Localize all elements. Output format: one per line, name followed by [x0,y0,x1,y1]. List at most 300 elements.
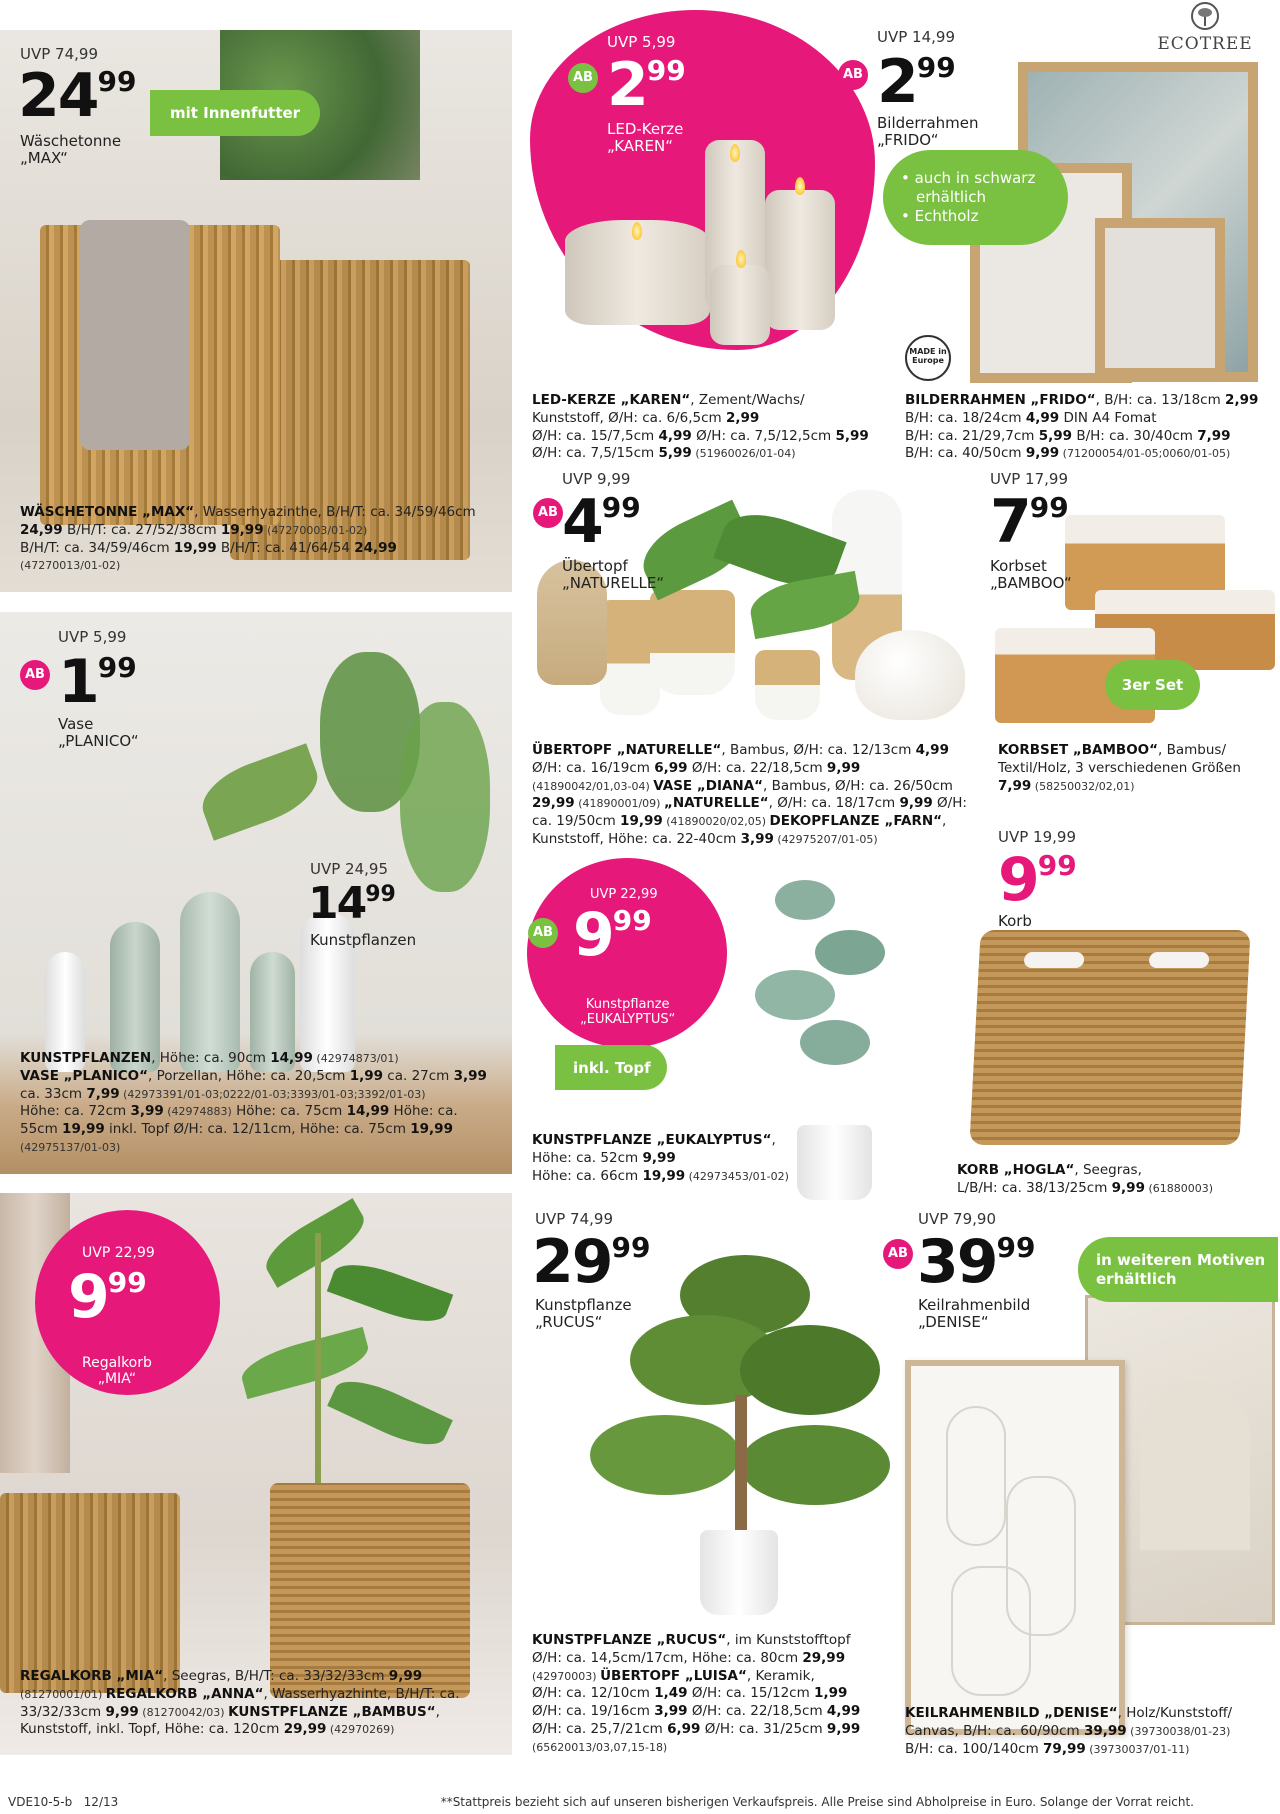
name-line1: Wäschetonne [20,132,122,150]
desc-bold: 4,99 [915,742,949,758]
price-main: 24 [18,61,98,131]
hogla-uvp: UVP 19,99 [998,828,1076,846]
price-cents: 99 [1029,491,1069,524]
desc-bold: 4,99 [658,427,692,444]
desc-line [957,1162,1213,1180]
rucus-uvp: UVP 74,99 [535,1210,613,1228]
price-cents: 99 [611,1231,651,1264]
name-line2: „BAMBOO“ [990,574,1072,593]
footer-disclaimer: **Stattpreis bezieht sich auf unseren bisherigen Verkaufspreis. Alle Preise sind Abholpreise in Euro. Solange der Vorrat reicht. [440,1795,1194,1809]
article-number: (42970003) [532,1669,601,1683]
kunstpflanzen-uvp: UVP 24,95 [310,860,388,878]
desc-bold: KUNSTPFLANZE „BAMBUS“ [228,1703,436,1720]
desc-text: B/H: ca. 18/24cm [905,409,1026,426]
korbset-uvp: UVP 17,99 [990,470,1068,488]
eukalyptus-leaf-image [815,930,885,975]
hanging-plant-image [400,702,490,892]
eukalyptus-pot-image [797,1125,872,1200]
desc-bold: 7,99 [86,1085,120,1102]
desc-line [20,1068,487,1086]
article-number: (42975207/01-05) [773,833,878,847]
desc-line [20,1050,487,1068]
desc-text: Ø/H: ca. 15/7,5cm [532,427,659,444]
article-number: (65620013/03,07,15-18) [532,1740,668,1754]
price-cents: 99 [601,491,641,524]
desc-text: , Seegras, [1074,1162,1142,1178]
desc-line [532,1668,860,1686]
desc-text: Ø/H: ca. 7,5/12,5cm [691,427,836,444]
desc-line [20,1686,460,1704]
desc-bold: 9,99 [1025,445,1060,462]
desc-line [532,1150,789,1168]
bamboo-leaf-image [327,1370,453,1457]
vase-ab-badge: AB [20,660,50,690]
desc-line [532,778,967,796]
desc-line [905,428,1258,446]
innenfutter-badge: mit Innenfutter [150,90,320,136]
bamboo-leaf-image [327,1254,453,1333]
desc-bold: 39,99 [1083,1722,1127,1739]
eukalyptus-leaf-image [800,1020,870,1065]
name-line2: „PLANICO“ [58,732,139,751]
uebertopf-name [562,558,664,593]
regalkorb-name [82,1355,152,1387]
desc-bold: 3,99 [453,1067,487,1084]
desc-line [20,1139,487,1157]
towel-image [80,220,190,450]
desc-line [905,410,1258,428]
desc-text: 55cm [20,1121,63,1138]
desc-bold: 19,99 [410,1121,453,1138]
desc-bold: 4,99 [1025,409,1060,426]
vase-name [58,716,139,751]
badge-line: • Echtholz [901,206,979,225]
name-line2: „FRIDO“ [877,131,939,150]
price-main: 9 [68,1262,108,1332]
made-in-europe-stamp: MADE in Europe [905,335,951,381]
footer-code-text: VDE10-5-b [8,1795,73,1809]
rucus-description [532,1632,860,1757]
desc-bold: 5,99 [835,427,869,444]
article-number: (42974883) [163,1105,232,1119]
hogla-basket-image [969,930,1250,1145]
regalkorb-uvp: UVP 22,99 [82,1245,155,1261]
desc-text: , Ø/H: ca. 18/17cm [768,795,900,812]
desc-bold: BILDERRAHMEN „FRIDO“ [905,392,1096,408]
eukalyptus-plant-image [755,860,885,1120]
desc-text: B/H: ca. 100/140cm [905,1740,1044,1757]
desc-text: Ø/H: ca. 25,7/21cm [532,1721,668,1738]
desc-text: , Bambus, Ø/H: ca. 12/13cm [721,742,916,758]
article-number: (81270042/03) [138,1705,229,1719]
desc-bold: 9,99 [826,759,861,776]
bilderrahmen-badge [883,150,1068,245]
desc-text: , B/H: ca. 13/18cm [1095,392,1226,408]
desc-line [532,813,967,831]
name-line2: „MAX“ [20,149,68,168]
denise-uvp: UVP 79,90 [918,1210,996,1228]
rucus-leaf-image [740,1425,890,1505]
desc-bold: 6,99 [667,1721,701,1738]
desc-bold: WÄSCHETONNE „MAX“ [20,504,195,520]
vase-uvp: UVP 5,99 [58,628,127,646]
desc-bold: KUNSTPFLANZEN [20,1050,152,1066]
article-number: (39730038/01-23) [1126,1724,1231,1738]
candle-mid-image [765,190,835,330]
desc-line [998,742,1241,760]
desc-line [905,1741,1232,1759]
desc-bold: 3,99 [740,831,774,848]
uebertopf-ab-badge: AB [533,498,563,528]
desc-bold: 7,99 [998,777,1032,794]
desc-bold: 9,99 [1111,1179,1145,1196]
ledkerze-ab-badge: AB [568,63,598,93]
desc-text: Ø/H: [932,795,967,812]
desc-line [532,392,869,410]
price-main: 1 [58,647,98,717]
branch-leaf-image [193,743,326,840]
desc-bold: VASE „PLANICO“ [20,1067,149,1084]
desc-text: , [942,813,947,830]
frame-small-image [1095,218,1225,378]
desc-text: B/H: ca. 21/29,7cm [905,427,1039,444]
desc-line [532,1650,860,1668]
eukalyptus-description [532,1132,789,1185]
desc-text: Höhe: ca. 75cm [231,1103,347,1120]
desc-bold: 19,99 [620,813,663,830]
uebertopf-price [562,487,641,557]
candle-flame-icon [730,144,740,162]
denise-price [917,1227,1036,1297]
eukalyptus-leaf-image [775,880,835,920]
desc-text: Canvas, B/H: ca. 60/90cm [905,1722,1084,1739]
desc-text: , im Kunststofftopf [726,1632,851,1648]
desc-bold: 2,99 [726,409,760,426]
eukalyptus-ab-badge: AB [528,918,558,948]
desc-bold: 19,99 [173,539,217,556]
price-main: 7 [990,487,1030,557]
desc-bold: 6,99 [654,759,688,776]
denise-ab-badge: AB [883,1239,913,1269]
candle-flame-icon [795,177,805,195]
price-main: 39 [917,1227,997,1297]
desc-bold: KUNSTPFLANZE „RUCUS“ [532,1632,727,1648]
canvas-line-art [951,1566,1031,1696]
desc-text: Ø/H: ca. 15/12cm [687,1685,815,1702]
denise-badge [1078,1237,1278,1302]
desc-bold: 4,99 [826,1703,861,1720]
desc-text: , Höhe: ca. 90cm [151,1050,271,1066]
price-main: 9 [573,900,613,970]
price-main: 2 [877,47,917,117]
regalkorb-description [20,1668,460,1739]
desc-line [20,504,476,522]
name-line1: Kunstpflanze [585,997,670,1012]
article-number: (39730037/01-11) [1085,1742,1190,1756]
uebertopf-description [532,742,967,849]
article-number: (42973391/01-03;0222/01-03;3393/01-03;3392/01-03) [119,1087,426,1101]
price-cents: 99 [1037,849,1077,882]
desc-bold: 1,49 [654,1685,688,1702]
eukalyptus-uvp: UVP 22,99 [590,887,658,902]
name-line1: Kunstpflanze [535,1296,632,1314]
desc-line [20,1668,460,1686]
desc-bold: 29,99 [532,795,575,812]
desc-bold: 14,99 [270,1050,313,1066]
desc-line [532,1168,789,1186]
name-line1: LED-Kerze [607,120,684,138]
inkl-topf-badge: inkl. Topf [555,1045,667,1090]
ledkerze-price [607,50,686,120]
desc-line [905,445,1258,463]
desc-line [532,831,967,849]
desc-line [905,1723,1232,1741]
desc-text: Höhe: ca. 66cm [532,1167,643,1184]
korbset-price [990,487,1069,557]
name-line1: Korb [998,912,1032,930]
price-cents: 99 [646,54,686,87]
desc-line [20,522,476,540]
bilderrahmen-price [877,47,956,117]
desc-bold: 3,99 [130,1103,164,1120]
desc-text: Ø/H: ca. 22/18,5cm [687,759,827,776]
desc-text: Höhe: ca. 52cm [532,1149,643,1166]
vase-sage-image [180,892,240,1072]
desc-line [998,778,1241,796]
desc-bold: REGALKORB „ANNA“ [105,1685,264,1702]
waeschetonne-price [18,61,137,131]
desc-line [20,1086,487,1104]
desc-line [905,1705,1232,1723]
price-cents: 99 [996,1231,1036,1264]
rucus-trunk-image [735,1395,747,1545]
candle-flame-icon [736,250,746,268]
ledkerze-description [532,392,869,463]
article-number: (47270013/01-02) [20,559,121,573]
bilderrahmen-name [877,115,979,150]
desc-text: inkl. Topf Ø/H: ca. 12/11cm, Höhe: ca. 75cm [104,1121,411,1138]
desc-text: , Zement/Wachs/ [690,392,805,408]
tree-logo-icon [1191,2,1219,30]
rucus-plant-image [590,1245,890,1545]
desc-text: Ø/H: ca. 19/16cm [532,1703,655,1720]
desc-line [532,742,967,760]
pot-right-image [755,650,820,720]
desc-bold: 14,99 [346,1103,390,1120]
kunstpflanzen-name: Kunstpflanzen [310,931,417,949]
desc-text: Ø/H: ca. 22/18,5cm [687,1703,827,1720]
desc-line [20,1121,487,1139]
set-badge: 3er Set [1105,660,1200,710]
waeschetonne-description [20,504,476,575]
eukalyptus-price [573,900,652,970]
price-main: 29 [532,1227,612,1297]
desc-line [532,428,869,446]
canvas-line-art [946,1406,1006,1546]
desc-line [532,760,967,778]
desc-bold: 9,99 [642,1149,676,1166]
desc-bold: 7,99 [1197,427,1231,444]
desc-bold: 24,99 [20,521,63,538]
desc-bold: 29,99 [802,1649,846,1666]
name-line2: „KAREN“ [607,137,673,156]
ecotree-logo [1150,2,1260,54]
desc-line [532,1685,860,1703]
rucus-leaf-image [590,1415,740,1495]
desc-bold: VASE „DIANA“ [653,777,764,794]
desc-line [20,557,476,575]
desc-text: B/H/T: ca. 34/59/46cm [20,539,174,556]
desc-text: , Holz/Kunststoff/ [1117,1705,1233,1721]
price-cents: 99 [107,1266,147,1299]
korbset-name [990,558,1072,593]
hogla-description [957,1162,1213,1198]
desc-text: , Wasserhyazhinte, B/H/T: ca. [263,1685,460,1702]
desc-line [957,1180,1213,1198]
article-number: (42975137/01-03) [20,1141,121,1155]
name-line2: „NATURELLE“ [562,574,665,593]
desc-bold: 5,99 [1038,427,1073,444]
brand-name: ECOTREE [1157,34,1253,54]
desc-line [20,1103,487,1121]
desc-text: Ø/H: ca. 16/19cm [532,759,655,776]
desc-text: B/H/T: ca. 41/64/54 [216,539,355,556]
desc-bold: KUNSTPFLANZE „EUKALYPTUS“ [532,1132,772,1148]
desc-bold: 9,99 [105,1703,139,1720]
desc-bold: 19,99 [62,1121,105,1138]
article-number: (41890001/09) [574,797,664,811]
desc-text: Ø/H: ca. 12/10cm [532,1685,655,1702]
waeschetonne-uvp: UVP 74,99 [20,45,98,63]
desc-text: Kunststoff, Höhe: ca. 22-40cm [532,831,741,848]
desc-text: DIN A4 Fomat [1059,409,1157,426]
article-number: (41890020/02,05) [662,815,770,829]
desc-line [998,760,1241,778]
desc-text: Höhe: ca. 72cm [20,1103,131,1120]
article-number: (47270003/01-02) [263,523,368,537]
desc-bold: 19,99 [642,1167,686,1184]
regalkorb-mia-image [0,1493,180,1693]
desc-bold: 3,99 [654,1703,688,1720]
article-number: (42974873/01) [312,1052,399,1065]
article-number: (42970269) [326,1723,395,1737]
korbset-description [998,742,1241,795]
bilderrahmen-uvp: UVP 14,99 [877,28,955,46]
desc-line [532,1632,860,1650]
denise-name [918,1297,1030,1332]
pot-mid-image [650,590,735,695]
regalkorb-anna-image [270,1483,470,1698]
desc-line [20,540,476,558]
vase-price [58,647,137,717]
desc-bold: 9,99 [826,1721,861,1738]
regalkorb-price [68,1262,147,1332]
desc-line [20,1704,460,1722]
name-line1: Vase [58,715,94,733]
badge-line: in weiteren Motiven [1096,1250,1266,1269]
desc-bold: REGALKORB „MIA“ [20,1668,164,1684]
name-line2: „MIA“ [97,1371,137,1388]
uebertopf-uvp: UVP 9,99 [562,470,631,488]
desc-bold: KORB „HOGLA“ [957,1162,1075,1178]
desc-line [532,1132,789,1150]
canvas-front-image [905,1360,1125,1735]
desc-text: Ø/H: ca. 31/25cm [700,1721,827,1738]
price-main: 2 [607,50,647,120]
price-main: 4 [562,487,602,557]
desc-text: , Wasserhyazinthe, B/H/T: ca. 34/59/46cm [194,504,476,520]
footer-code [8,1795,118,1809]
desc-text: , Porzellan, Höhe: ca. 20,5cm [148,1067,350,1084]
candle-flame-icon [632,222,642,240]
bilderrahmen-ab-badge: AB [838,60,868,90]
ledkerze-uvp: UVP 5,99 [607,33,676,51]
name-line2: „RUCUS“ [535,1313,603,1332]
bamboo-stem-image [315,1233,321,1493]
desc-text: , [771,1132,776,1148]
basket-handle [1024,952,1085,968]
article-number: (51960026/01-04) [691,447,796,461]
desc-bold: 79,99 [1043,1740,1086,1757]
desc-bold: 24,99 [354,539,397,556]
article-number: (81270001/01) [20,1687,106,1701]
desc-text: Ø/H: ca. 14,5cm/17cm, Höhe: ca. 80cm [532,1649,803,1666]
desc-text: , Bambus/ [1158,742,1227,758]
badge-line: • auch in schwarz [901,169,1036,188]
desc-bold: 9,99 [899,795,933,812]
basket-handle [1149,952,1210,968]
article-number: (58250032/02,01) [1031,779,1135,793]
name-line1: Keilrahmenbild [918,1296,1031,1314]
badge-line: erhältlich [916,188,986,207]
desc-text: , [435,1703,440,1720]
desc-bold: 29,99 [283,1721,327,1738]
desc-line [532,445,869,463]
desc-bold: ÜBERTOPF „LUISA“ [600,1667,747,1684]
price-cents: 99 [916,51,956,84]
desc-text: L/B/H: ca. 38/13/25cm [957,1179,1112,1196]
desc-text: B/H/T: ca. 27/52/38cm [62,521,221,538]
kunstpflanzen-description [20,1050,487,1157]
footer-page-number: 12/13 [83,1795,119,1809]
desc-text: ca. 27cm [383,1067,454,1084]
desc-text: , Keramik, [746,1667,815,1684]
price-cents: 99 [365,882,396,907]
price-main: 9 [998,845,1038,915]
kunstpflanzen-price [308,878,396,929]
name-line2: „DENISE“ [918,1313,989,1332]
waeschetonne-name [20,133,121,168]
name-line1: Korbset [990,557,1047,575]
desc-text: B/H: ca. 40/50cm [905,445,1026,462]
name-line2: „EUKALYPTUS“ [580,1011,676,1027]
desc-line [532,1721,860,1739]
desc-bold: ÜBERTOPF „NATURELLE“ [532,742,722,758]
name-line1: Bilderrahmen [877,114,979,132]
desc-text: , Bambus, Ø/H: ca. 26/50cm [763,777,953,794]
desc-line [905,392,1258,410]
canvas-arch-image [1140,1380,1250,1550]
price-cents: 99 [97,651,137,684]
desc-text: Ø/H: ca. 7,5/15cm [532,445,659,462]
bilderrahmen-description [905,392,1258,463]
desc-bold: „NATURELLE“ [663,795,769,812]
desc-text: Kunststoff, inkl. Topf, Höhe: ca. 120cm [20,1721,284,1738]
badge-line: erhältlich [1096,1269,1177,1288]
article-number: (42973453/01-02) [685,1169,789,1183]
desc-line [532,1703,860,1721]
desc-text: 33/32/33cm [20,1703,106,1720]
